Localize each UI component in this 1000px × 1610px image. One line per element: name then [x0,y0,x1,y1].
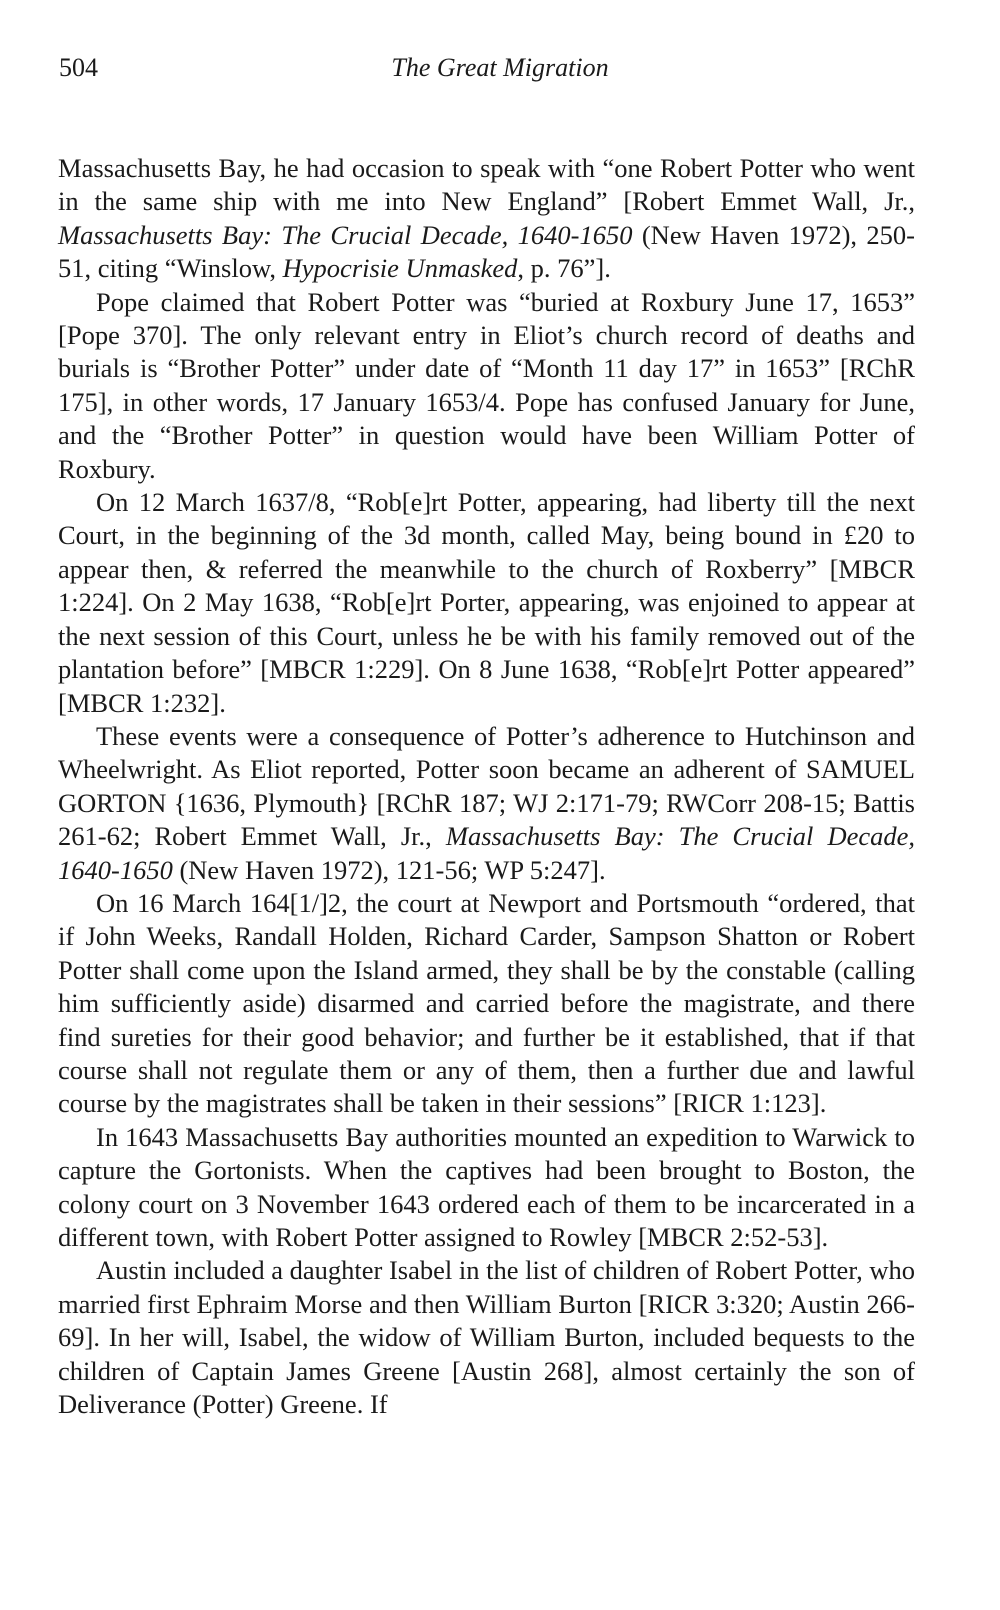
paragraph [58,1254,915,1421]
italic-text: Massachusetts Bay: The Crucial Decade, 1640-1650 [58,219,633,250]
page-number: 504 [59,53,98,82]
text-run: , p. 76”]. [517,253,611,284]
italic-text: Massachusetts Bay: The Crucial Decade, 1640-1650 [58,821,915,885]
text-run: (New Haven 1972), 250-51, citing “Winslow, [58,219,915,284]
paragraph [58,486,915,720]
running-title: The Great Migration [391,53,609,82]
italic-text: Hypocrisie Unmasked [282,253,518,284]
paragraph [58,286,915,486]
paragraph [58,1121,915,1255]
text-run: (New Haven 1972), 121-56; WP 5:247]. [172,854,606,885]
paragraph [58,887,915,1121]
text-run: Austin included a daughter Isabel in the list of children of Robert Potter, who married first Ephraim Morse and then William Burton [RICR 3:320; Austin 266-69]. In her will, Isabel, the widow of William Burton, included bequests to the children of Captain James Greene [Austin 268], almost certainly the son of Deliverance (Potter) Greene. If [58,1255,915,1420]
paragraph [58,152,915,286]
text-run: Massachusetts Bay, he had occasion to speak with “one Robert Potter who went in the same ship with me into New England” [Robert Emmet Wall, Jr., [58,153,915,217]
text-run: In 1643 Massachusetts Bay authorities mounted an expedition to Warwick to capture the Gortonists. When the captives had been brought to Boston, the colony court on 3 November 1643 ordered each of them to be incarcerated in a different town, with Robert Potter assigned to Rowley [MBCR 2:52-53]. [58,1121,915,1252]
text-run: On 12 March 1637/8, “Rob[e]rt Potter, appearing, had liberty till the next Court, in the beginning of the 3d month, called May, being bound in £20 to appear then, & referred the meanwhile to the church of Roxberry” [MBCR 1:224]. On 2 May 1638, “Rob[e]rt Porter, appearing, was enjoined to appear at the next session of this Court, unless he be with his family removed out of the plantation before” [MBCR 1:229]. On 8 June 1638, “Rob[e]rt Potter appeared” [MBCR 1:232]. [58,487,915,718]
text-run: On 16 March 164[1/]2, the court at Newport and Portsmouth “ordered, that if John Weeks, Randall Holden, Richard Carder, Sampson Shatton or Robert Potter shall come upon the Island armed, they shall be by the constable (calling him sufficiently aside) disarmed and carried before the magistrate, and there find sureties for their good behavior; and further be it established, that if that course shall not regulate them or any of them, then a further due and lawful course by the magistrates shall be taken in their sessions” [RICR 1:123]. [58,887,915,1119]
paragraph [58,720,915,887]
text-run: These events were a consequence of Potter’s adherence to Hutchinson and Wheelwright. As Eliot reported, Potter soon became an adherent of SAMUEL GORTON {1636, Plymouth} [RChR 187; WJ 2:171-79; RWCorr 208-15; Battis 261-62; Robert Emmet Wall, Jr., [58,720,915,852]
text-run: Pope claimed that Robert Potter was “buried at Roxbury June 17, 1653” [Pope 370]. The only relevant entry in Eliot’s church record of deaths and burials is “Brother Potter” under date of “Month 11 day 17” in 1653” [RChR 175], in other words, 17 January 1653/4. Pope has confused January for June, and the “Brother Potter” in question would have been William Potter of Roxbury. [58,286,915,484]
body-text [58,152,915,1421]
